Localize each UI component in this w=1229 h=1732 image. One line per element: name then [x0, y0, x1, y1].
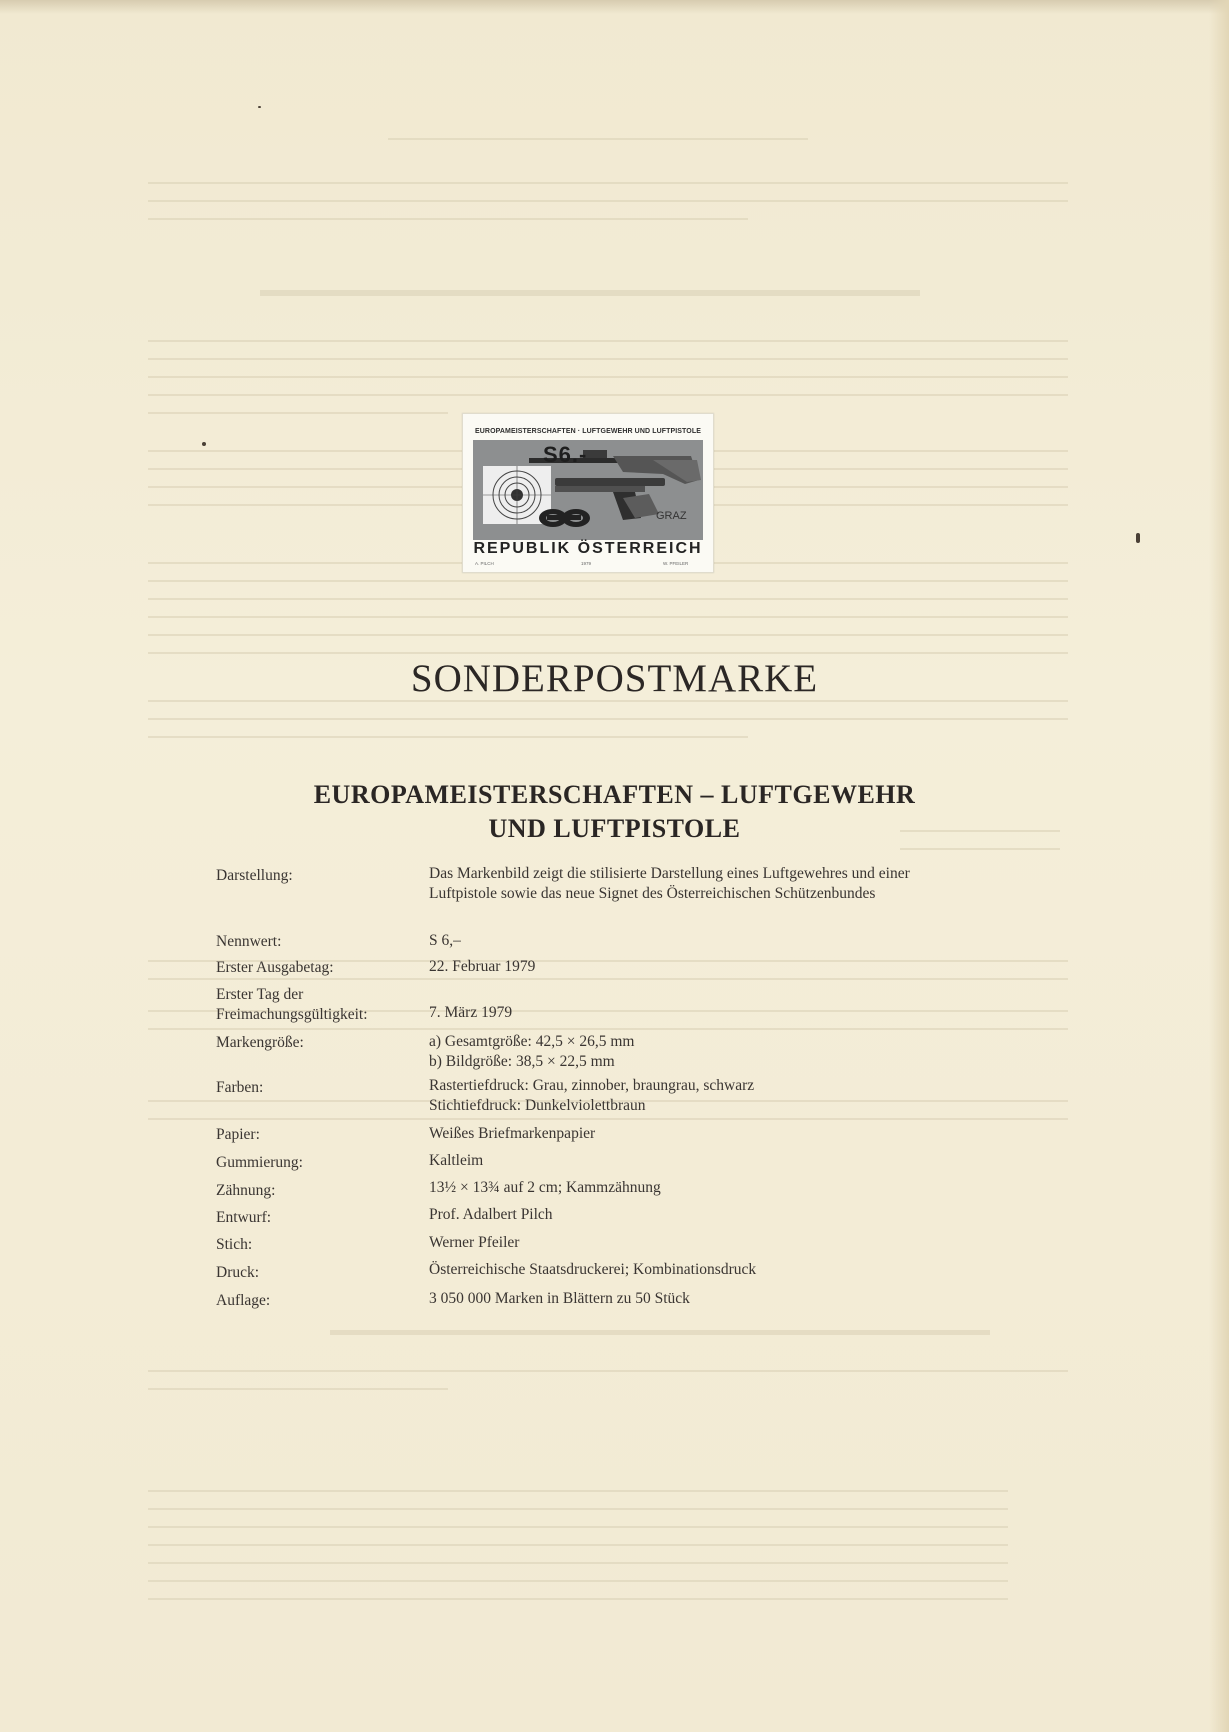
- spec-value: Prof. Adalbert Pilch: [429, 1206, 553, 1223]
- paper-speck: [258, 106, 261, 108]
- spec-value: 13½ × 13¾ auf 2 cm; Kammzähnung: [429, 1179, 661, 1196]
- stamp-designer-credit: A. PILCH: [475, 561, 494, 566]
- spec-label: Nennwert:: [216, 933, 282, 950]
- page-title: SONDERPOSTMARKE: [410, 657, 819, 700]
- spec-value: Kaltleim: [429, 1152, 484, 1169]
- paper-right-edge: [1209, 0, 1229, 1732]
- spec-value: 7. März 1979: [429, 1004, 513, 1021]
- spec-label: Markengröße:: [216, 1034, 304, 1051]
- issue-title: [0, 778, 1229, 846]
- stamp-inscription: EUROPAMEISTERSCHAFTEN · LUFTGEWEHR UND LUFTPISTOLE: [474, 428, 702, 435]
- spec-label: Druck:: [216, 1264, 260, 1281]
- spec-label: Auflage:: [216, 1292, 271, 1309]
- spec-label: Papier:: [216, 1126, 260, 1143]
- stamp-face-value: S6.-: [543, 442, 588, 467]
- spec-value: Rastertiefdruck: Grau, zinnober, braungrau, schwarz Stichtiefdruck: Dunkelviolettbraun: [429, 1077, 755, 1114]
- spec-value: 3 050 000 Marken in Blättern zu 50 Stück: [429, 1290, 690, 1307]
- spec-label: Farben:: [216, 1079, 264, 1096]
- spec-label: Stich:: [216, 1236, 253, 1253]
- spec-label: Gummierung:: [216, 1154, 303, 1171]
- spec-label: Erster Tag der Freimachungsgültigkeit:: [216, 986, 368, 1023]
- spec-value: a) Gesamtgröße: 42,5 × 26,5 mm b) Bildgröße: 38,5 × 22,5 mm: [429, 1033, 635, 1070]
- paper-top-edge: [0, 0, 1229, 14]
- stamp-image: [462, 413, 714, 573]
- issue-title-line-2: UND LUFTPISTOLE: [488, 814, 741, 843]
- spec-value: Österreichische Staatsdruckerei; Kombinationsdruck: [429, 1261, 757, 1278]
- spec-label: Darstellung:: [216, 867, 293, 884]
- spec-value: 22. Februar 1979: [429, 958, 536, 975]
- spec-value: Das Markenbild zeigt die stilisierte Darstellung eines Luftgewehres und einer Luftpistole sowie das neue Signet des Österreichischen Schützenbundes: [429, 865, 910, 902]
- stamp-city: GRAZ: [656, 510, 687, 522]
- issue-title-line-1: EUROPAMEISTERSCHAFTEN – LUFTGEWEHR: [313, 780, 916, 809]
- spec-label: Entwurf:: [216, 1209, 272, 1226]
- paper-speck: [1136, 533, 1140, 543]
- stamp-engraver-credit: W. PFEILER: [663, 561, 689, 566]
- spec-value: S 6,–: [429, 932, 461, 949]
- spec-label: Zähnung:: [216, 1182, 276, 1199]
- stamp-country: REPUBLIK ÖSTERREICH: [473, 540, 703, 557]
- spec-value: Weißes Briefmarkenpapier: [429, 1125, 596, 1142]
- stamp-year-credit: 1979: [581, 561, 592, 566]
- spec-value: Werner Pfeiler: [429, 1234, 520, 1251]
- spec-label: Erster Ausgabetag:: [216, 959, 334, 976]
- paper-speck: [202, 442, 206, 446]
